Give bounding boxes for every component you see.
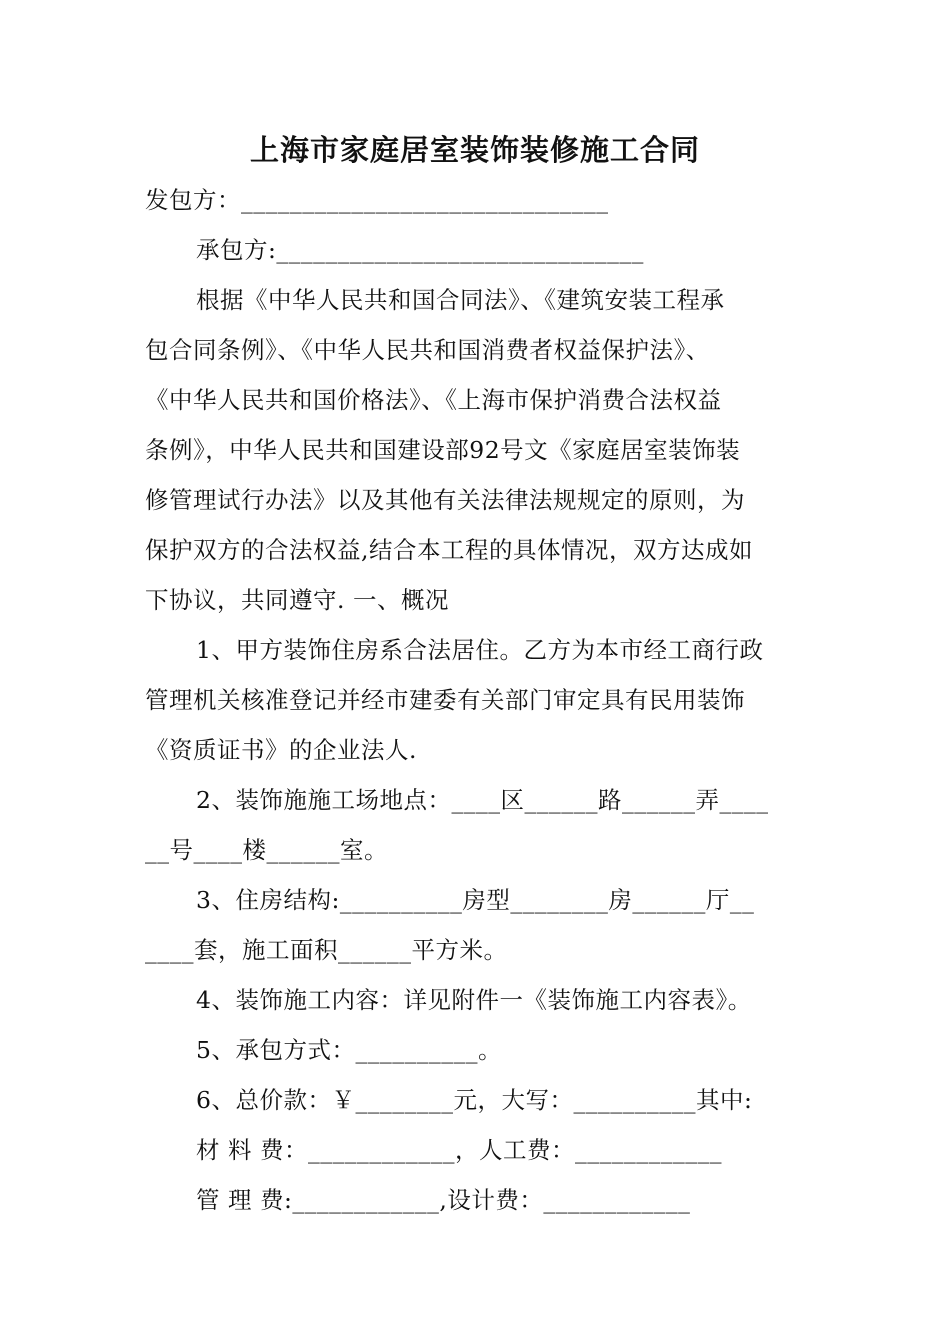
text-line-item-3a: 3、住房结构:__________房型________房______厅__ (196, 886, 755, 914)
text-line-item-2a: 2、装饰施施工场地点：____区______路______弄____ (196, 786, 769, 814)
document-title: 上海市家庭居室装饰装修施工合同 (249, 133, 700, 167)
text-line-preamble-3: 《中华人民共和国价格法》、《上海市保护消费合法权益 (145, 386, 722, 414)
text-line-item-1c: 《资质证书》的企业法人. (145, 736, 417, 764)
text-line-preamble-4: 条例》，中华人民共和国建设部92号文《家庭居室装饰装 (145, 436, 741, 464)
text-line-preamble-6: 保护双方的合法权益,结合本工程的具体情况，双方达成如 (145, 536, 753, 564)
text-line-preamble-1: 根据《中华人民共和国合同法》、《建筑安装工程承 (196, 286, 725, 314)
text-line-item-3b: ____套，施工面积______平方米。 (145, 936, 508, 964)
text-line-preamble-2: 包合同条例》、《中华人民共和国消费者权益保护法》、 (145, 336, 710, 364)
text-line-item-6: 6、总价款：￥________元，大写：__________其中: (196, 1086, 753, 1114)
text-line-preamble-7: 下协议，共同遵守. 一、概况 (145, 586, 449, 614)
text-line-item-4: 4、装饰施工内容：详见附件一《装饰施工内容表》。 (196, 986, 752, 1014)
text-line-party-a: 发包方：______________________________ (145, 186, 609, 214)
text-line-item-1a: 1、甲方装饰住房系合法居住。乙方为本市经工商行政 (196, 636, 764, 664)
text-line-item-5: 5、承包方式：__________。 (196, 1036, 502, 1064)
text-line-fees-2: 管 理 费:____________,设计费：____________ (196, 1186, 691, 1214)
text-line-party-b: 承包方:______________________________ (196, 236, 644, 264)
text-line-preamble-5: 修管理试行办法》以及其他有关法律法规规定的原则，为 (145, 486, 745, 514)
text-line-item-2b: __号____楼______室。 (145, 836, 388, 864)
text-line-fees-1: 材 料 费：____________，人工费：____________ (196, 1136, 722, 1164)
text-line-item-1b: 管理机关核准登记并经市建委有关部门审定具有民用装饰 (145, 686, 745, 714)
